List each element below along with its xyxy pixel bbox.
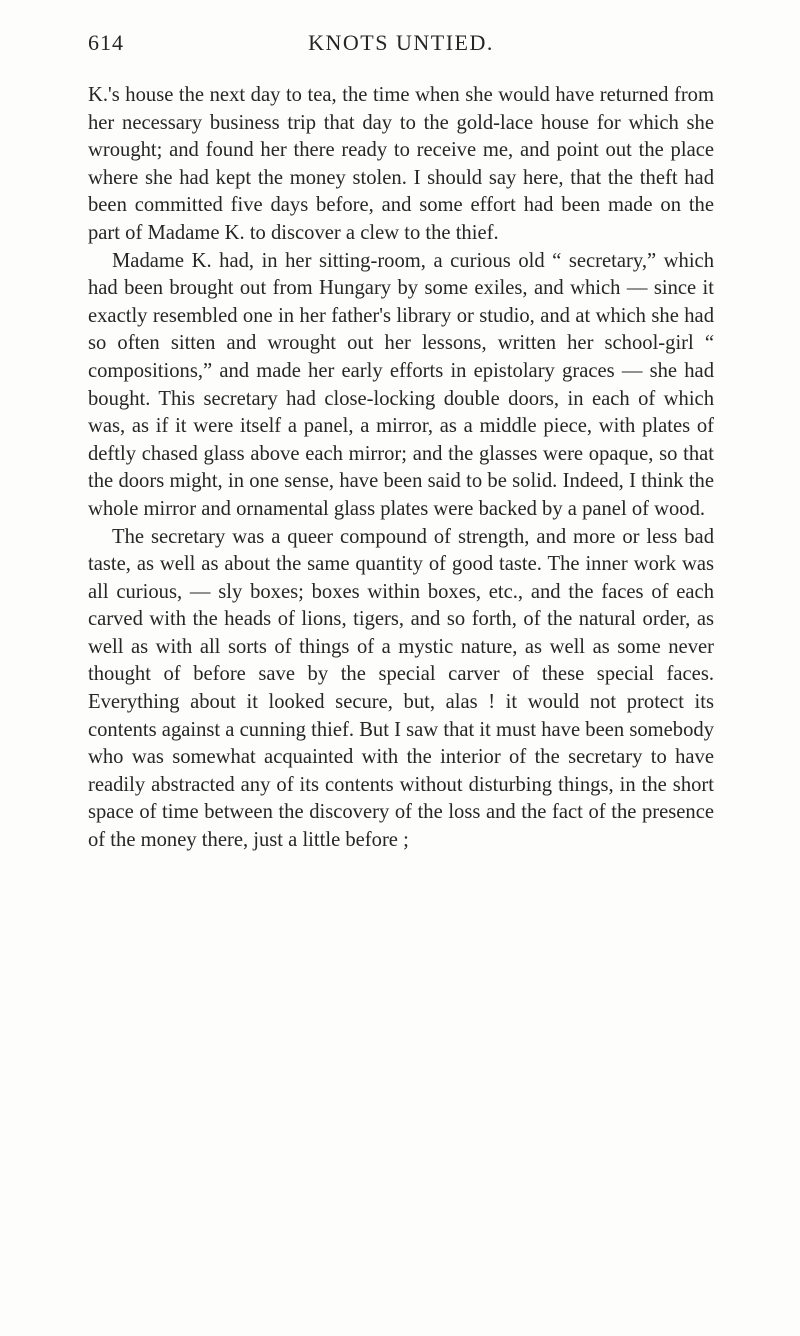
page-number: 614	[88, 30, 124, 55]
body-text	[88, 82, 714, 855]
paragraph-1: K.'s house the next day to tea, the time when she would have returned from her necessary business trip that day to the gold-lace house for which she wrought; and found her there ready to receive me, and point out the place where she had kept the money stolen. I should say here, that the theft had been committed five days before, and some effort had been made on the part of Madame K. to discover a clew to the thief.	[88, 84, 714, 244]
running-head	[88, 30, 714, 60]
paragraph-3: The secretary was a queer compound of strength, and more or less bad taste, as well as about the same quantity of good taste. The inner work was all curious, — sly boxes; boxes within boxes, etc., and the faces of each carved with the heads of lions, tigers, and so forth, of the natural order, as well as with all sorts of things of a mystic nature, as well as some never thought of before save by the special carver of these special faces. Everything about it looked secure, but, alas ! it would not protect its contents against a cunning thief. But I saw that it must have been somebody who was somewhat acquainted with the interior of the secretary to have readily abstracted any of its contents without disturbing things, in the short space of time between the discovery of the loss and the fact of the presence of the money there, just a little before ;	[88, 525, 714, 852]
running-title: KNOTS UNTIED.	[308, 30, 494, 55]
paragraph-2: Madame K. had, in her sitting-room, a curious old “ secretary,” which had been brought out from Hungary by some exiles, and which — since it exactly resembled one in her father's library or studio, and at which she had so often sitten and wrought out her lessons, written her school-girl “ compositions,” and made her early efforts in epistolary graces — she had bought. This secretary had close-locking double doors, in each of which was, as if it were itself a panel, a mirror, as a middle piece, with plates of deftly chased glass above each mirror; and the glasses were opaque, so that the doors might, in one sense, have been said to be solid. Indeed, I think the whole mirror and ornamental glass plates were backed by a panel of wood.	[88, 249, 714, 520]
